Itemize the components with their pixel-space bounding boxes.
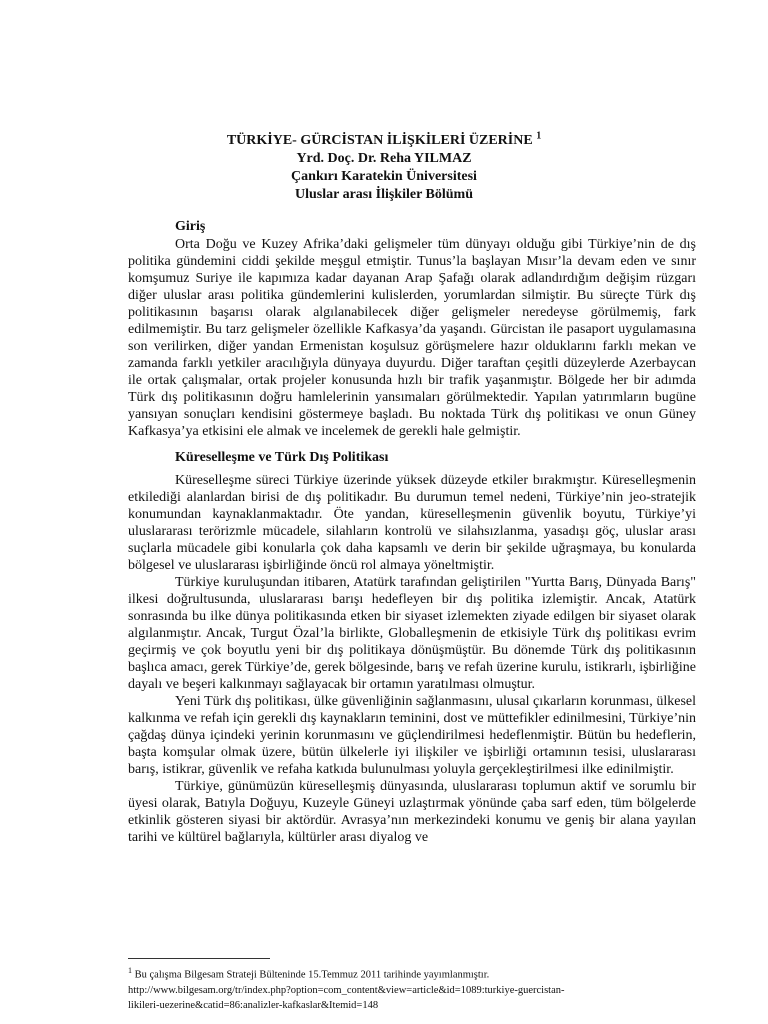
paragraph-globalization-2: Türkiye kuruluşundan itibaren, Atatürk tarafından geliştirilen "Yurtta Barış, Dünyada Barış" ilkesi doğrultusunda, uluslararası barışı hedefleyen bir dış politika izlemiştir. Ancak, Atatürk sonrasında bu ilke dünya politikasında etken bir siyaset izlemekten ziyade edilgen bir siyaset olarak algılanmıştır. Ancak, Turgut Özal’la birlikte, Globalleşmenin de etkisiyle Türk dış politikası evrim geçirmiş ve çok boyutlu yeni bir dış politikaya dönüşmüştür. Bu dönemde Türk dış politikasının başlıca amacı, gerek Türkiye’de, gerek bölgesinde, barış ve refah üzerine kurulu, istikrarlı, işbirliğine dayalı ve beşeri kalkınmayı sağlayacak bir ortamın yaratılması olmuştur.: [128, 575, 696, 692]
article-header: [0, 132, 768, 204]
paragraph-globalization-3: Yeni Türk dış politikası, ülke güvenliğinin sağlanmasını, ulusal çıkarların korunması, ülkesel kalkınma ve refah için gerekli dış kaynakların teminini, dost ve müttefikler edinilmesini, Türkiye’nin çağdaş dünya içindeki yerinin korunmasını ve güçlendirilmesi hedeflenmiştir. Bütün bu hedeflerin, başta komşular olmak üzere, bütün ülkelerle iyi ilişkiler ve işbirliği ortamının tesisi, uluslararası barış, istikrar, güvenlik ve refaha katkıda bulunulması yoluyla gerçekleştirilmesi ilke edinilmiştir.: [128, 694, 696, 777]
footnote-divider: [128, 958, 270, 959]
footnote-line-1: Bu çalışma Bilgesam Strateji Bülteninde 15.Temmuz 2011 tarihinde yayımlanmıştır.: [132, 969, 490, 981]
footnote-marker: 1: [128, 966, 132, 975]
footnote-text: [128, 963, 696, 983]
footnote-url-line-2[interactable]: likileri-uezerine&catid=86:analizler-kafkaslar&Itemid=148: [128, 999, 379, 1011]
article-title: [0, 132, 768, 150]
author-name: Yrd. Doç. Dr. Reha YILMAZ: [296, 151, 472, 166]
section-heading-globalization: Küreselleşme ve Türk Dış Politikası: [175, 450, 389, 465]
article-body: [128, 218, 696, 846]
section-spacer: [128, 440, 696, 449]
university-name: Çankırı Karatekin Üniversitesi: [291, 169, 477, 184]
paragraph-globalization-1: Küreselleşme süreci Türkiye üzerinde yüksek düzeyde etkiler bırakmıştır. Küreselleşmenin etkilediği alanlardan birisi de dış politikadır. Bu durumun temel nedeni, Türkiye’nin jeo-stratejik konumundan kaynaklanmaktadır. Öte yandan, küreselleşmenin güvenlik boyutu, Türkiye’yi uluslararası terörizmle mücadele, silahların kontrolü ve silahsızlanma, yasadışı göç, uluslar arası suçlarla mücadele gibi konularla çok daha kapsamlı ve derin bir şekilde uğraşmaya, bu konularda bölgesel ve uluslararası işbirliğinde öncü rol almaya yöneltmiştir.: [128, 473, 696, 573]
footnote-area: [128, 958, 696, 1013]
department-name: Uluslar arası İlişkiler Bölümü: [294, 187, 473, 202]
section-heading-intro: Giriş: [175, 219, 206, 234]
footnote-url-line-1[interactable]: http://www.bilgesam.org/tr/index.php?option=com_content&view=article&id=1089:turkiye-guercistan-: [128, 984, 565, 996]
title-footnote-marker[interactable]: 1: [536, 130, 542, 142]
paragraph-globalization-4: Türkiye, günümüzün küreselleşmiş dünyasında, uluslararası toplumun aktif ve sorumlu bir üyesi olarak, Batıyla Doğuyu, Kuzeyle Güneyi uzlaştırmak yönünde çaba sarf eden, tüm bölgelerde etkinlik gösteren siyasi bir aktördür. Avrasya’nın merkezindeki konumu ve geniş bir alana yayılan tarihi ve kültürel bağlarıyla, kültürler arası diyalog ve: [128, 779, 696, 845]
paragraph-intro: Orta Doğu ve Kuzey Afrika’daki gelişmeler tüm dünyayı olduğu gibi Türkiye’nin de dış politika gündemini ciddi şekilde meşgul etmiştir. Tunus’la başlayan Mısır’la devam eden ve sınır komşumuz Suriye ile kapımıza kadar dayanan Arap Şafağı olarak adlandırdığım değişim rüzgarı diğer uluslar arası politika gündemlerini kulislerden, yorumlardan silmiştir. Bu süreçte Türk dış politikasının başarısı olarak algılanabilecek diğer gelişmeler neredeyse görülmemiş, fark edilmemiştir. Bu tarz gelişmeler özellikle Kafkasya’da yaşandı. Gürcistan ile pasaport uygulamasına son verilirken, diğer yandan Ermenistan koşulsuz görüşmelere hazır olduklarını farklı mekan ve zamanda farklı yetkiler aracılığıyla dünyaya duyurdu. Diğer taraftan çeşitli düzeylerde Azerbaycan ile ortak çalışmalar, ortak projeler konusunda hızlı bir trafik yaşanmıştır. Bölgede her bir adımda Türk dış politikasının doğru hamlelerinin yansımaları görülmektedir. Yapılan yatırımların bugüne yansıyan sonuçları kendisini göstermeye başladı. Bu noktada Türk dış politikası ve onun Güney Kafkasya’ya etkisini ele almak ve incelemek de gerekli hale gelmiştir.: [128, 237, 696, 439]
article-title-text: TÜRKİYE- GÜRCİSTAN İLİŞKİLERİ ÜZERİNE: [226, 133, 533, 148]
